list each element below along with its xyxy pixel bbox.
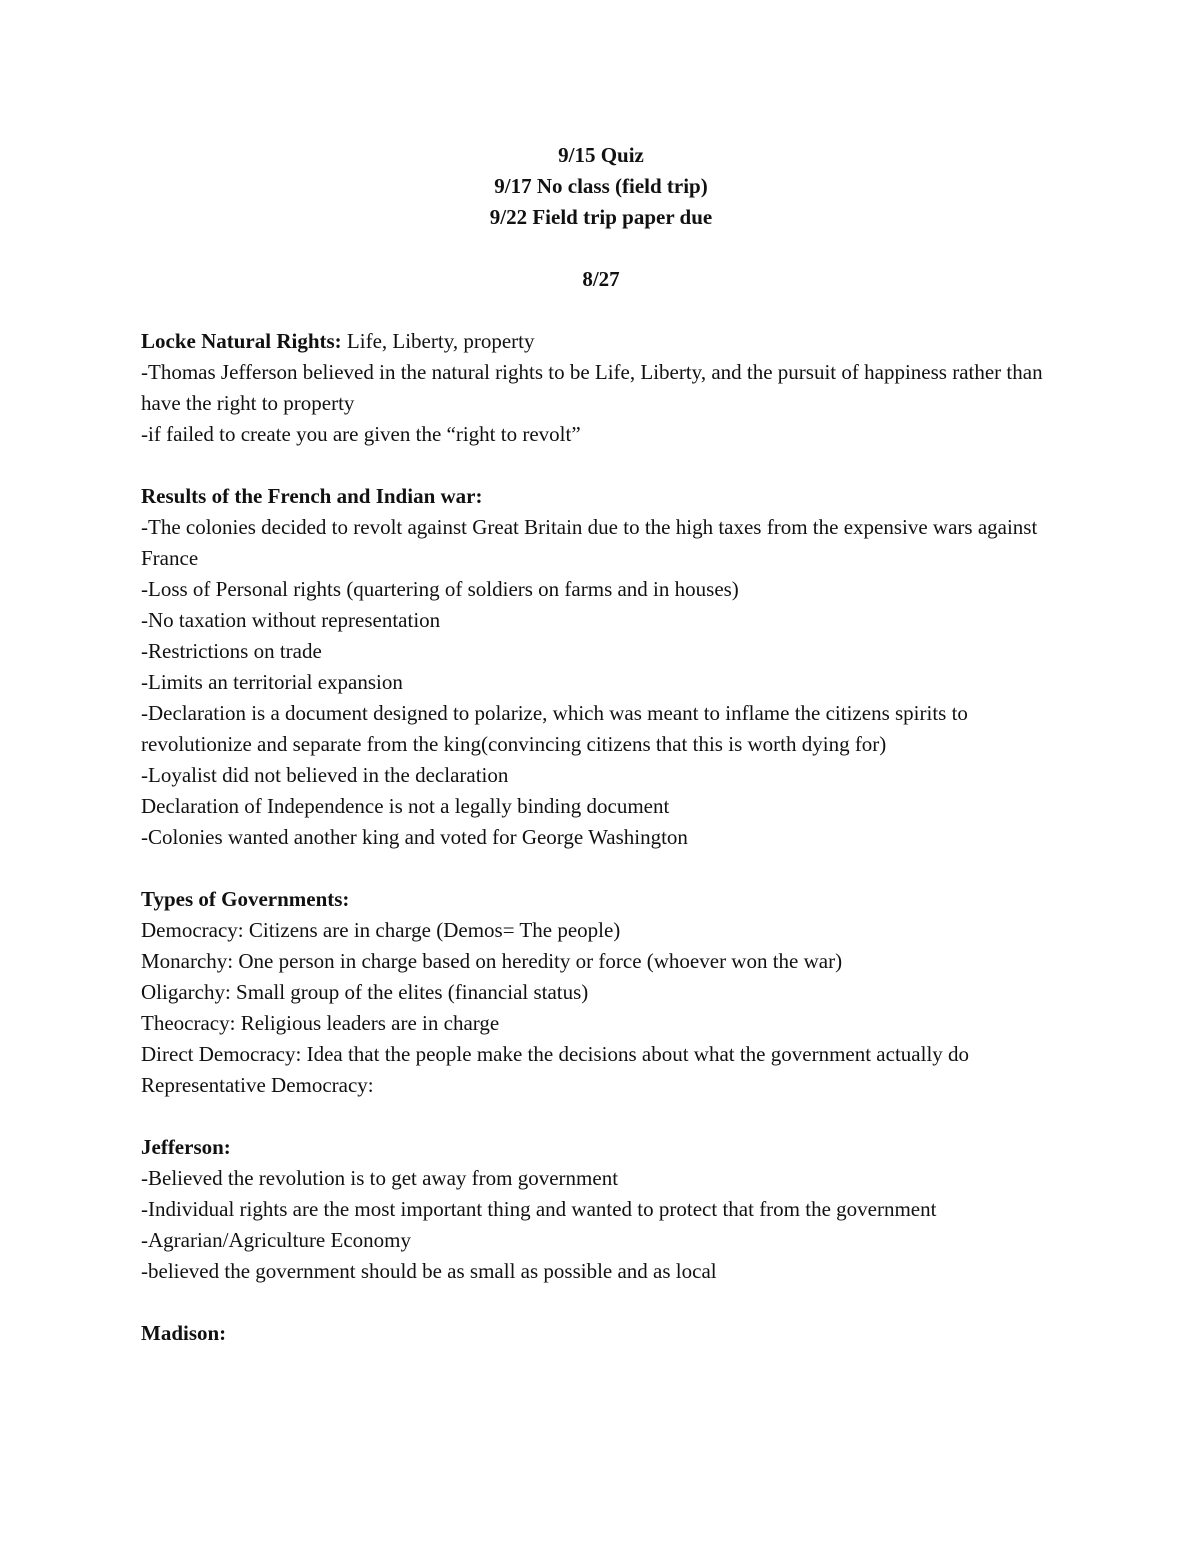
french-indian-line: -Declaration is a document designed to polarize, which was meant to inflame the citizens spirits to revolutionize and separate from the king(convincing citizens that this is worth dying for) [141,701,968,756]
government-line: Direct Democracy: Idea that the people make the decisions about what the government actually do [141,1042,970,1066]
schedule-paper-due: 9/22 Field trip paper due [489,205,713,229]
french-indian-line: -Loyalist did not believed in the declaration [141,763,509,787]
schedule-no-class: 9/17 No class (field trip) [494,174,708,198]
locke-line: -Thomas Jefferson believed in the natural rights to be Life, Liberty, and the pursuit of happiness rather than have the right to property [141,360,1043,415]
government-line: Democracy: Citizens are in charge (Demos= The people) [141,918,621,942]
jefferson-line: -Individual rights are the most important thing and wanted to protect that from the government [141,1197,937,1221]
governments-heading: Types of Governments: [141,887,350,911]
jefferson-heading: Jefferson: [141,1135,231,1159]
spacer [141,1287,1061,1318]
government-line: Monarchy: One person in charge based on heredity or force (whoever won the war) [141,949,843,973]
french-indian-line: -The colonies decided to revolt against Great Britain due to the high taxes from the expensive wars against France [141,515,1038,570]
french-indian-line: -Limits an territorial expansion [141,670,403,694]
schedule-quiz: 9/15 Quiz [558,143,644,167]
french-indian-line: -Restrictions on trade [141,639,322,663]
locke-heading-line [141,326,1061,357]
spacer [141,853,1061,884]
government-line: Theocracy: Religious leaders are in charge [141,1011,500,1035]
spacer [141,450,1061,481]
spacer [141,295,1061,326]
french-indian-heading: Results of the French and Indian war: [141,484,483,508]
locke-heading: Locke Natural Rights: [141,329,342,353]
document-page [141,140,1061,1349]
government-line: Representative Democracy: [141,1073,374,1097]
locke-line: -if failed to create you are given the “right to revolt” [141,422,581,446]
jefferson-line: -Believed the revolution is to get away from government [141,1166,619,1190]
jefferson-line: -Agrarian/Agriculture Economy [141,1228,411,1252]
jefferson-line: -believed the government should be as small as possible and as local [141,1259,717,1283]
locke-heading-rest: Life, Liberty, property [341,329,535,353]
spacer [141,1101,1061,1132]
french-indian-line: Declaration of Independence is not a legally binding document [141,794,670,818]
notes-date: 8/27 [582,267,620,291]
french-indian-line: -No taxation without representation [141,608,441,632]
spacer [141,233,1061,264]
government-line: Oligarchy: Small group of the elites (financial status) [141,980,589,1004]
french-indian-line: -Loss of Personal rights (quartering of soldiers on farms and in houses) [141,577,739,601]
madison-heading: Madison: [141,1321,227,1345]
french-indian-line: -Colonies wanted another king and voted for George Washington [141,825,688,849]
